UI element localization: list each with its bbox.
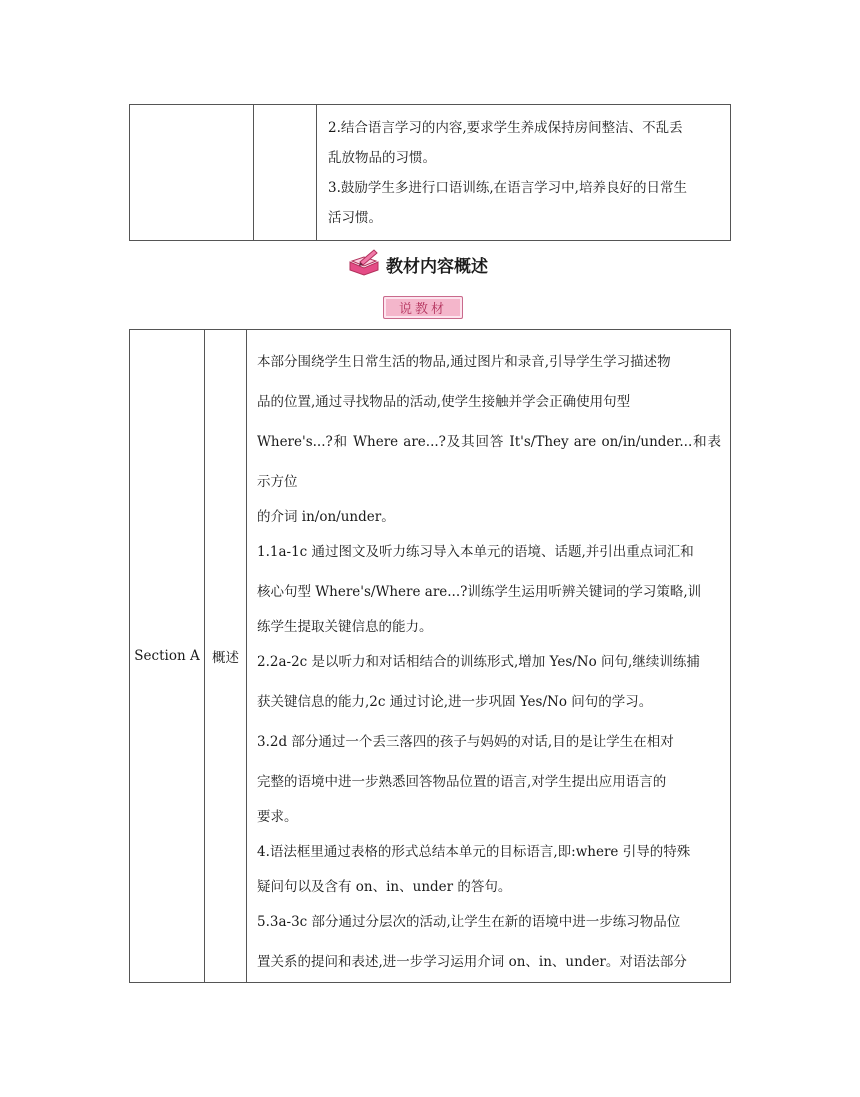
objectives-content [317,105,731,241]
overview-line: 品的位置,通过寻找物品的活动,使学生接触并学会正确使用句型 [257,394,631,410]
overview-line: 的介词 in/on/under。 [257,509,395,525]
overview-line: 疑问句以及含有 on、in、under 的答句。 [257,879,512,895]
overview-line: 5.3a-3c 部分通过分层次的活动,让学生在新的语境中进一步练习物品位 [257,914,681,930]
overview-line: 置关系的提问和表述,进一步学习运用介词 on、in、under。对语法部分 [257,954,687,970]
heading-title: 教材内容概述 [386,256,488,277]
objectives-line: 乱放物品的习惯。 [328,150,436,166]
objectives-col1 [130,105,254,241]
sub-label-badge: 说教材 [383,296,463,319]
overview-line: 4.语法框里通过表格的形式总结本单元的目标语言,即:where 引导的特殊 [257,844,691,860]
overview-line: 1.1a-1c 通过图文及听力练习导入本单元的语境、话题,并引出重点词汇和 [257,544,694,560]
overview-content [247,330,731,983]
section-heading [348,249,488,279]
objectives-line: 活习惯。 [328,210,382,226]
overview-line: 要求。 [257,809,298,825]
overview-line: 获关键信息的能力,2c 通过讨论,进一步巩固 Yes/No 问句的学习。 [257,694,653,710]
overview-line: Where's...?和 Where are...?及其回答 It's/They are on/in/under...和表示方位 [257,434,721,490]
overview-line: 本部分围绕学生日常生活的物品,通过图片和录音,引导学生学习描述物 [257,354,671,370]
overview-line: 3.2d 部分通过一个丢三落四的孩子与妈妈的对话,目的是让学生在相对 [257,734,674,750]
category-cell: 概述 [205,330,247,983]
objectives-line: 2.结合语言学习的内容,要求学生养成保持房间整洁、不乱丢 [328,120,683,136]
overview-line: 2.2a-2c 是以听力和对话相结合的训练形式,增加 Yes/No 问句,继续训练捕 [257,654,700,670]
pen-and-book-icon [348,248,380,280]
overview-table [129,329,731,983]
overview-line: 核心句型 Where's/Where are...?训练学生运用听辨关键词的学习策略,训 [257,584,702,600]
overview-line: 练学生提取关键信息的能力。 [257,619,433,635]
objectives-table [129,104,731,241]
objectives-col2 [254,105,317,241]
objectives-line: 3.鼓励学生多进行口语训练,在语言学习中,培养良好的日常生 [328,180,687,196]
section-cell: Section A [130,330,205,983]
overview-line: 完整的语境中进一步熟悉回答物品位置的语言,对学生提出应用语言的 [257,774,667,790]
